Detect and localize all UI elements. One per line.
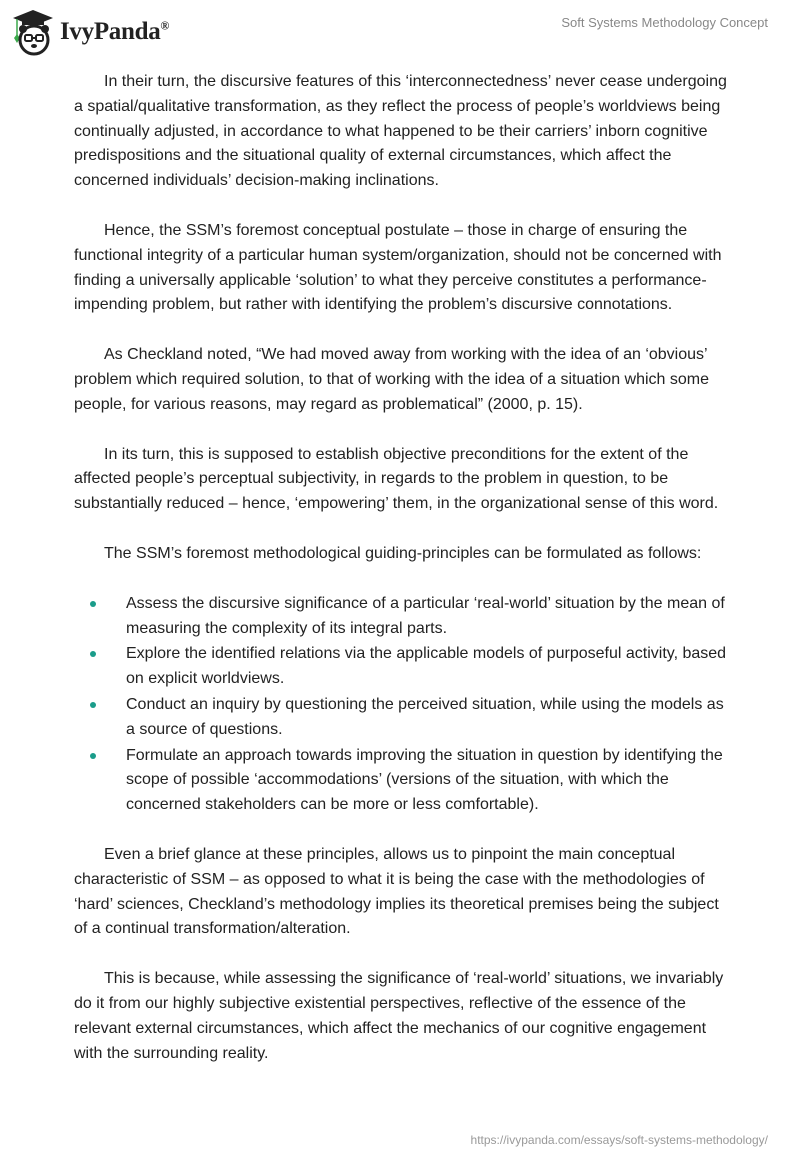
list-item [74, 592, 734, 642]
paragraph: This is because, while assessing the significance of ‘real-world’ situations, we invariably do it from our highly subjective existential perspectives, reflective of the essence of the relevant external circumstances, which affect the mechanics of our cognitive engagement with the surrounding reality. [74, 970, 724, 1062]
logo-text: IvyPanda [60, 18, 161, 45]
paragraph: In its turn, this is supposed to establish objective preconditions for the extent of the affected people’s perceptual subjectivity, in regards to the problem in question, to be substantially reduced – hence, ‘empowering’ them, in the organizational sense of this word. [74, 445, 719, 513]
list-item [74, 642, 734, 692]
document-title: Soft Systems Methodology Concept [561, 15, 768, 30]
panda-graduate-icon [12, 8, 54, 56]
bullet-icon [90, 702, 96, 708]
list-item-text: Assess the discursive significance of a particular ‘real-world’ situation by the mean of measuring the complexity of its integral parts. [126, 594, 725, 637]
list-item [74, 693, 734, 743]
paragraph: Hence, the SSM’s foremost conceptual postulate – those in charge of ensuring the functional integrity of a particular human system/organization, should not be concerned with finding a universally applicable ‘solution’ to what they perceive constitutes a performance-impending problem, but rather with identifying the problem’s discursive connotations. [74, 221, 722, 314]
list-item-text: Conduct an inquiry by questioning the perceived situation, while using the models as a source of questions. [126, 695, 724, 738]
paragraph: In their turn, the discursive features of this ‘interconnectedness’ never cease undergoing a spatial/qualitative transformation, as they reflect the process of people’s worldviews being continually adjusted, in accordance to what happened to be their carriers’ inborn cognitive predispositions and the situational quality of external circumstances, which affect the concerned individuals’ decision-making inclinations. [74, 73, 727, 190]
ivypanda-logo[interactable] [12, 8, 169, 56]
paragraph: As Checkland noted, “We had moved away from working with the idea of an ‘obvious’ problem which required solution, to that of working with the idea of a situation which some people, for various reasons, may regard as problematical” (2000, p. 15). [74, 346, 710, 413]
registered-mark: ® [160, 18, 170, 33]
paragraph: Even a brief glance at these principles, allows us to pinpoint the main conceptual characteristic of SSM – as opposed to what it is being the case with the methodologies of ‘hard’ sciences, Checkland’s methodology implies its theoretical premises being the subject of a continual transformation/alteration. [74, 845, 719, 938]
source-url-link[interactable]: https://ivypanda.com/essays/soft-systems-methodology/ [470, 1133, 768, 1147]
bullet-icon [90, 753, 96, 759]
list-item-text: Formulate an approach towards improving the situation in question by identifying the scope of possible ‘accommodations’ (versions of the situation, with which the concerned stakeholders can be more or less comfortable). [126, 746, 723, 814]
page-header [0, 0, 800, 60]
list-item [74, 744, 734, 818]
list-item-text: Explore the identified relations via the applicable models of purposeful activity, based on explicit worldviews. [126, 645, 727, 688]
essay-body [74, 70, 734, 1091]
bullet-icon [90, 601, 96, 607]
principles-list [74, 592, 734, 818]
bullet-icon [90, 651, 96, 657]
paragraph: The SSM’s foremost methodological guiding-principles can be formulated as follows: [104, 544, 702, 562]
